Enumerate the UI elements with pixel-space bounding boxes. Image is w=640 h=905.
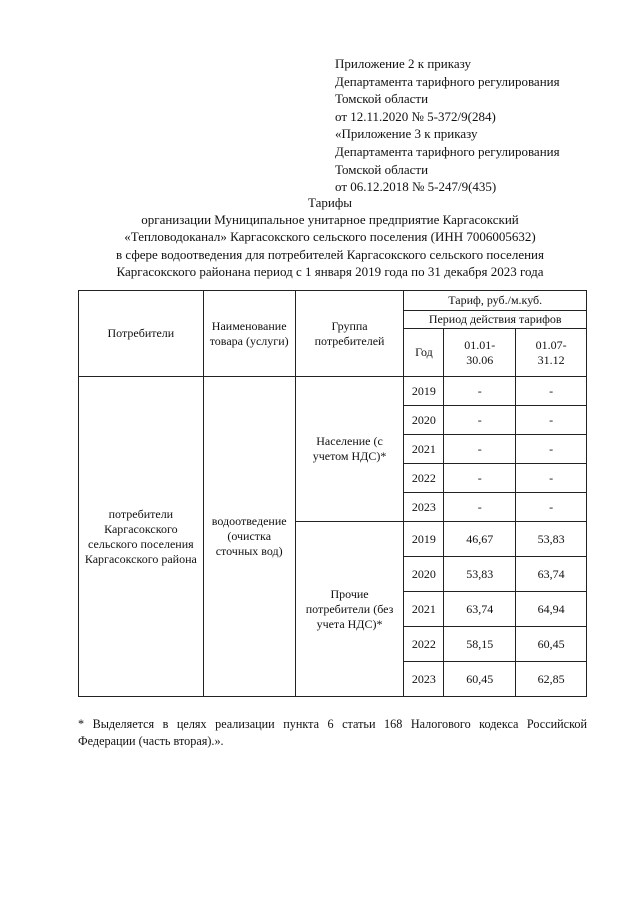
title-line: Каргасокского районана период с 1 января 2019 года по 31 декабря 2023 года xyxy=(116,263,544,279)
header-product: Наименование товара (услуги) xyxy=(203,291,295,377)
annex-line: Томской области xyxy=(335,161,429,177)
header-year: Год xyxy=(404,329,444,377)
table-row xyxy=(79,377,587,406)
annex-line: Приложение 2 к приказу xyxy=(335,56,472,71)
tariff-h2-cell: - xyxy=(516,377,587,406)
tariff-h2-cell: 63,74 xyxy=(516,557,587,592)
year-cell: 2020 xyxy=(404,557,444,592)
header-half1: 01.01- 30.06 xyxy=(444,329,516,377)
annex-reference xyxy=(335,55,560,196)
annex-line: Департамента тарифного регулирования xyxy=(335,143,560,159)
header-period: Период действия тарифов xyxy=(404,311,587,329)
title-line: в сфере водоотведения для потребителей Каргасокского сельского поселения xyxy=(116,246,544,262)
tariff-h1-cell: 46,67 xyxy=(444,522,516,557)
header-half2: 01.07- 31.12 xyxy=(516,329,587,377)
year-cell: 2023 xyxy=(404,662,444,697)
tariff-h2-cell: - xyxy=(516,493,587,522)
tariff-h1-cell: - xyxy=(444,464,516,493)
tariff-h2-cell: 60,45 xyxy=(516,627,587,662)
tariff-h2-cell: 53,83 xyxy=(516,522,587,557)
annex-line: Томской области xyxy=(335,91,429,107)
tariff-h1-cell: - xyxy=(444,435,516,464)
header-tariff: Тариф, руб./м.куб. xyxy=(404,291,587,311)
tariff-h1-cell: - xyxy=(444,377,516,406)
consumer-cell: потребители Каргасокского сельского поселения Каргасокского района xyxy=(79,377,204,697)
tariff-h2-cell: - xyxy=(516,406,587,435)
annex-line: Департамента тарифного регулирования xyxy=(335,73,560,89)
tariff-h1-cell: 58,15 xyxy=(444,627,516,662)
tariff-h1-cell: 63,74 xyxy=(444,592,516,627)
group-cell: Прочие потребители (без учета НДС)* xyxy=(295,522,404,697)
tariff-h2-cell: - xyxy=(516,435,587,464)
tariffs-table xyxy=(78,290,587,697)
year-cell: 2021 xyxy=(404,435,444,464)
tariff-h2-cell: - xyxy=(516,464,587,493)
tariff-h1-cell: 53,83 xyxy=(444,557,516,592)
year-cell: 2021 xyxy=(404,592,444,627)
year-cell: 2022 xyxy=(404,464,444,493)
tariff-h1-cell: - xyxy=(444,406,516,435)
year-cell: 2023 xyxy=(404,493,444,522)
year-cell: 2022 xyxy=(404,627,444,662)
title-line: Тарифы xyxy=(307,195,352,210)
tariff-h1-cell: 60,45 xyxy=(444,662,516,697)
document-title xyxy=(70,194,590,280)
year-cell: 2019 xyxy=(404,522,444,557)
year-cell: 2019 xyxy=(404,377,444,406)
annex-line: от 12.11.2020 № 5-372/9(284) xyxy=(335,108,496,124)
title-line: организации Муниципальное унитарное предприятие Каргасокский xyxy=(141,212,519,228)
tariff-h2-cell: 62,85 xyxy=(516,662,587,697)
header-consumers: Потребители xyxy=(79,291,204,377)
year-cell: 2020 xyxy=(404,406,444,435)
product-cell: водоотведение (очистка сточных вод) xyxy=(203,377,295,697)
header-group: Группа потребителей xyxy=(295,291,404,377)
tariff-h1-cell: - xyxy=(444,493,516,522)
annex-line: от 06.12.2018 № 5-247/9(435) xyxy=(335,179,497,195)
group-cell: Население (с учетом НДС)* xyxy=(295,377,404,522)
tariff-h2-cell: 64,94 xyxy=(516,592,587,627)
annex-line: «Приложение 3 к приказу xyxy=(335,126,478,142)
table-header-row xyxy=(79,291,587,311)
title-line: «Тепловодоканал» Каргасокского сельского поселения (ИНН 7006005632) xyxy=(124,229,536,245)
footnote: * Выделяется в целях реализации пункта 6 статьи 168 Налогового кодекса Российской Федерации (часть вторая).». xyxy=(78,717,587,748)
